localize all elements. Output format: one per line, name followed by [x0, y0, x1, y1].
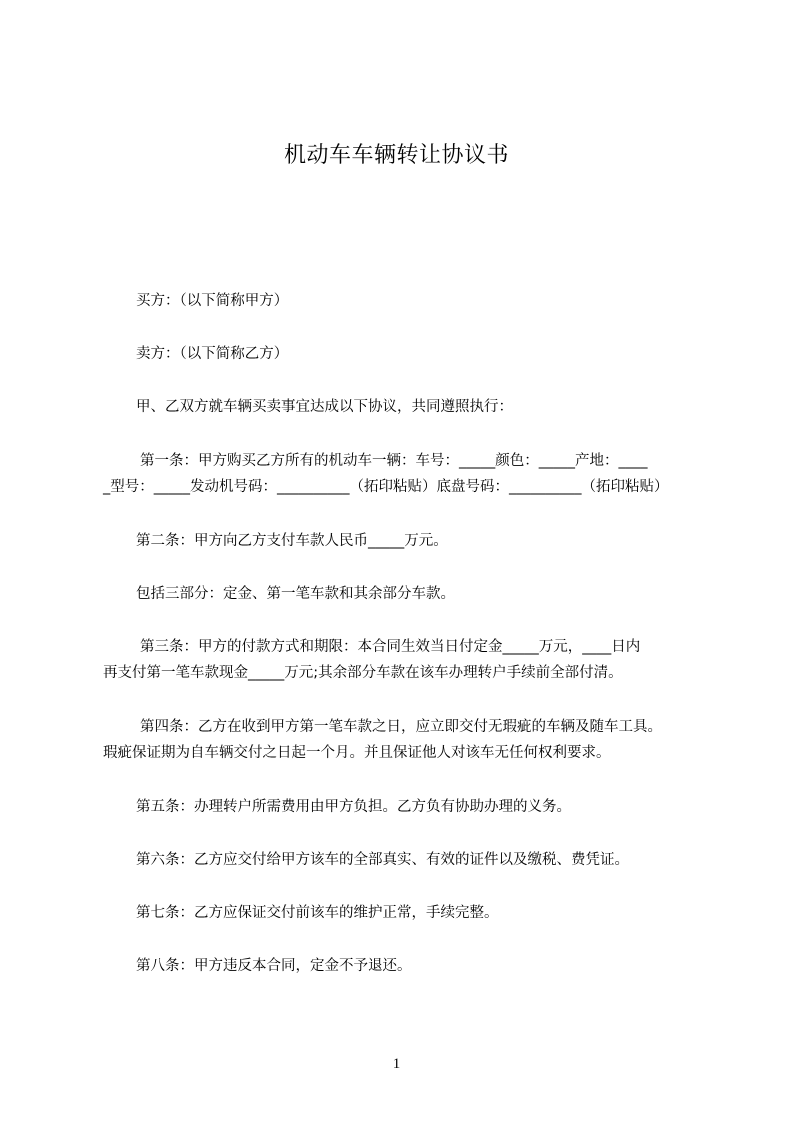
article-1: [103, 448, 703, 500]
buyer-line: 买方：（以下简称甲方）: [136, 293, 289, 309]
article-4: [103, 714, 703, 766]
article-5: 第五条：办理转户所需费用由甲方负担。乙方负有协助办理的义务。: [136, 799, 571, 815]
article-8: 第八条：甲方违反本合同，定金不予退还。: [136, 958, 412, 974]
article-2: 第二条：甲方向乙方支付车款人民币_____万元。: [136, 533, 448, 549]
article-4-line-1: 第四条：乙方在收到甲方第一笔车款之日，应立即交付无瑕疵的车辆及随车工具。: [140, 719, 662, 735]
page-number: 1: [392, 1056, 401, 1072]
article-6: 第六条：乙方应交付给甲方该车的全部真实、有效的证件以及缴税、费凭证。: [136, 852, 629, 868]
article-1-line-1: 第一条：甲方购买乙方所有的机动车一辆：车号：_____颜色：_____产地：____: [140, 453, 648, 469]
article-4-line-2: 瑕疵保证期为自车辆交付之日起一个月。并且保证他人对该车无任何权利要求。: [103, 745, 611, 761]
article-2-note: 包括三部分：定金、第一笔车款和其余部分车款。: [136, 586, 455, 602]
article-3-line-2: 再支付第一笔车款现金_____万元;其余部分车款在该车办理转户手续前全部付清。: [103, 665, 623, 681]
article-3: [103, 634, 703, 686]
article-3-line-1: 第三条：甲方的付款方式和期限：本合同生效当日付定金_____万元，____日内: [140, 639, 641, 655]
article-7: 第七条：乙方应保证交付前该车的维护正常，手续完整。: [136, 905, 499, 921]
intro-paragraph: 甲、乙双方就车辆买卖事宜达成以下协议，共同遵照执行：: [136, 399, 513, 415]
seller-line: 卖方：（以下简称乙方）: [136, 346, 289, 362]
article-1-line-2: _型号：_____发动机号码：__________（拓印粘贴）底盘号码：__________（拓印粘贴）: [103, 479, 669, 495]
document-title: 机动车车辆转让协议书: [283, 143, 509, 168]
